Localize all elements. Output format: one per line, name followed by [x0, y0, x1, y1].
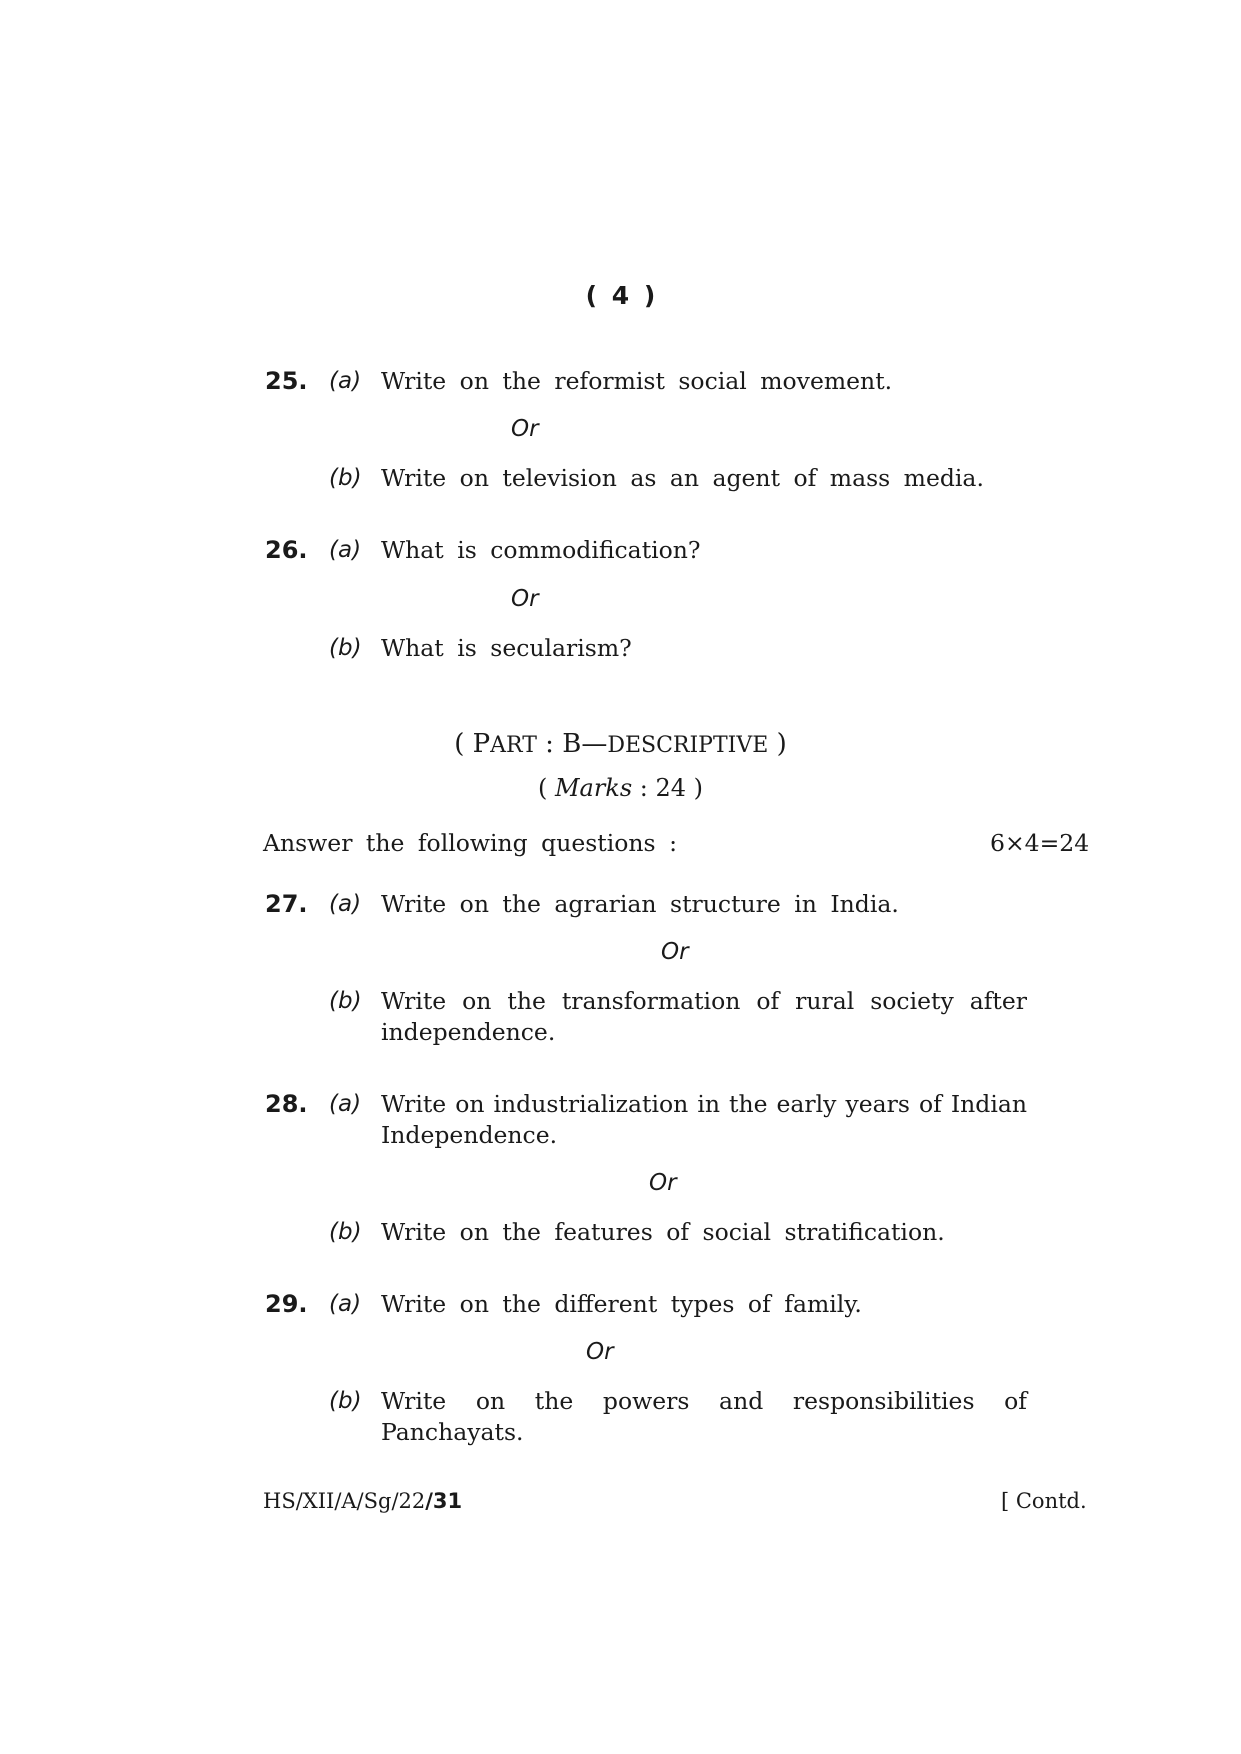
option-label: (a) [329, 891, 362, 917]
contd-label: [ Contd. [1001, 1489, 1087, 1513]
option-label: (a) [329, 1291, 362, 1317]
question-text: Write on industrialization in the early years of Indian [381, 1090, 1027, 1118]
question-text: What is secularism? [381, 634, 632, 662]
option-label: (b) [329, 1388, 362, 1414]
question-text: Write on the agrarian structure in India. [381, 890, 899, 918]
question-text: Write on television as an agent of mass media. [381, 464, 984, 492]
paper-code: HS/XII/A/Sg/22/31 [263, 1489, 463, 1513]
or-separator: Or [586, 1339, 614, 1365]
question-text: independence. [381, 1018, 556, 1046]
instruction-marks: 6×4=24 [990, 829, 1090, 857]
question-text: Panchayats. [381, 1418, 524, 1446]
question-number: 25. [265, 367, 308, 395]
instruction-text: Answer the following questions : [263, 829, 677, 857]
section-marks: ( Marks : 24 ) [537, 774, 704, 802]
question-text: Write on the reformist social movement. [381, 367, 893, 395]
question-text: Write on the features of social stratification. [381, 1218, 945, 1246]
question-text: Write on the transformation of rural society after [381, 987, 1027, 1015]
or-separator: Or [511, 586, 539, 612]
option-label: (a) [329, 368, 362, 394]
question-text: What is commodification? [381, 536, 701, 564]
option-label: (b) [329, 988, 362, 1014]
option-label: (b) [329, 635, 362, 661]
option-label: (b) [329, 1219, 362, 1245]
or-separator: Or [511, 416, 539, 442]
option-label: (a) [329, 537, 362, 563]
or-separator: Or [649, 1170, 677, 1196]
question-text: Write on the different types of family. [381, 1290, 862, 1318]
option-label: (b) [329, 465, 362, 491]
question-text: Independence. [381, 1121, 558, 1149]
question-number: 29. [265, 1290, 308, 1318]
question-number: 26. [265, 536, 308, 564]
or-separator: Or [661, 939, 689, 965]
section-heading: ( PART : B—DESCRIPTIVE ) [454, 729, 787, 759]
question-text: Write on the powers and responsibilities of [381, 1387, 1027, 1415]
option-label: (a) [329, 1091, 362, 1117]
page-number: ( 4 ) [585, 281, 656, 310]
question-number: 27. [265, 890, 308, 918]
question-number: 28. [265, 1090, 308, 1118]
